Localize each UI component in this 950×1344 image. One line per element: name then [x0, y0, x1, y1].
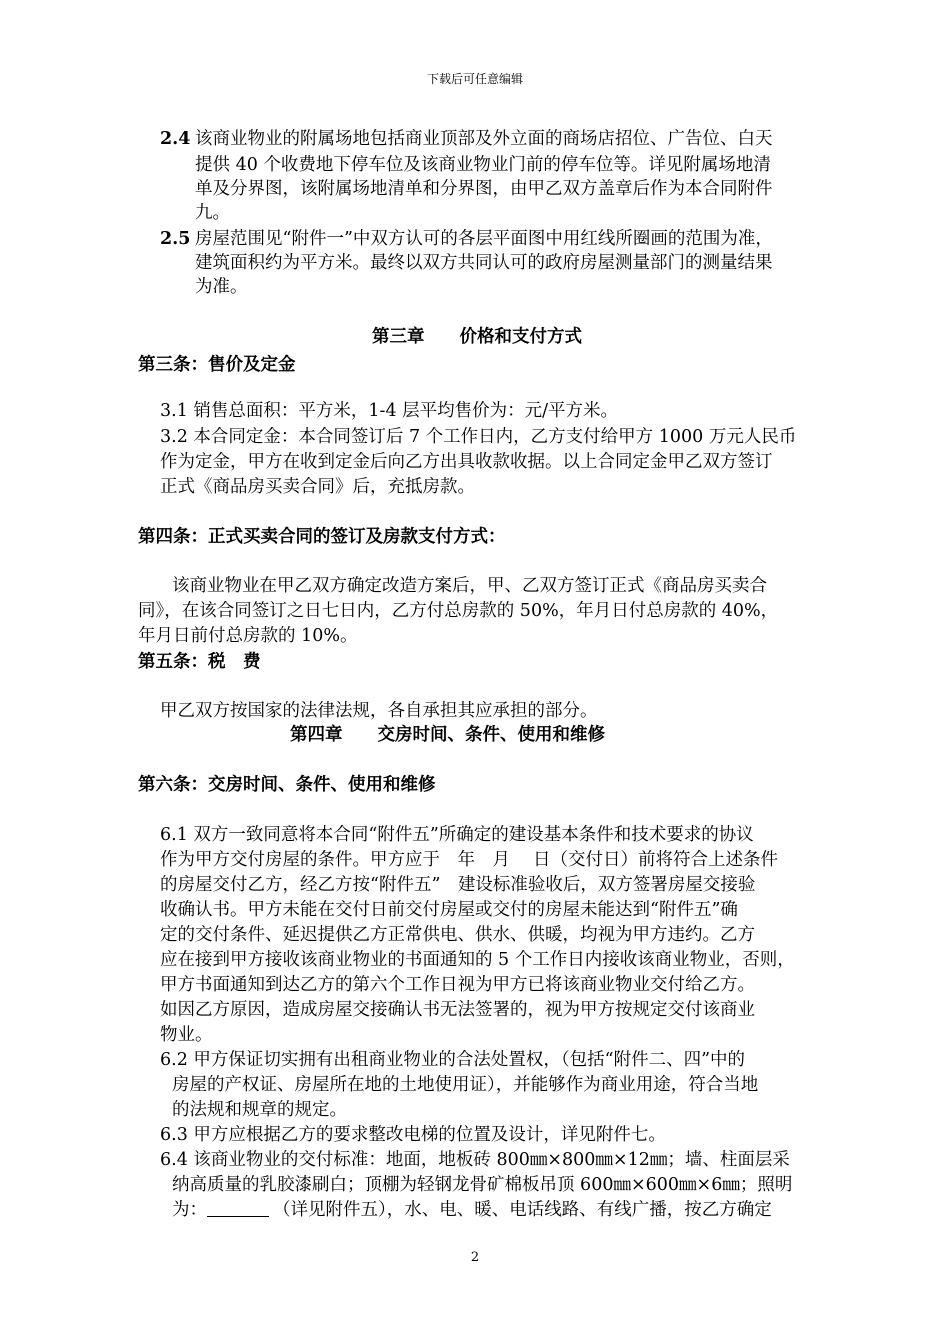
page-header: 下载后可任意编辑 [426, 72, 523, 86]
article-title: 第六条：交房时间、条件、使用和维修 [138, 775, 436, 795]
text-line: 单及分界图，该附属场地清单和分界图，由甲乙双方盖章后作为本合同附件 [195, 179, 773, 199]
text-line: 提供 40 个收费地下停车位及该商业物业门前的停车位等。详见附属场地清 [195, 155, 771, 175]
section-number: 2.5 [160, 229, 191, 249]
chapter-title: 第四章 交房时间、条件、使用和维修 [290, 725, 605, 745]
section-number: 2.4 [160, 129, 191, 149]
text-line: 为准。 [195, 277, 248, 297]
chapter-title: 第三章 价格和支付方式 [372, 327, 582, 347]
text-line: 3.2 本合同定金：本合同签订后 7 个工作日内，乙方支付给甲方 1000 万元人民币 [160, 427, 797, 447]
text-line: 的房屋交付乙方，经乙方按“附件五” 建设标准验收后，双方签署房屋交接验 [160, 875, 756, 895]
text-line: 甲乙双方按国家的法律法规，各自承担其应承担的部分。 [160, 701, 598, 721]
text-line: 九。 [195, 203, 230, 223]
page-number: 2 [470, 1250, 480, 1265]
text-fragment: （详见附件五），水、电、暖、电话线路、有线广播，按乙方确定 [273, 1200, 772, 1220]
article-title: 第三条：售价及定金 [138, 355, 296, 375]
text-line: 正式《商品房买卖合同》后，充抵房款。 [160, 477, 475, 497]
text-line: 应在接到甲方接收该商业物业的书面通知的 5 个工作日内接收该商业物业，否则， [160, 950, 795, 970]
text-line: 年月日前付总房款的 10%。 [138, 626, 358, 646]
text-line: 同》，在该合同签订之日七日内，乙方付总房款的 50%，年月日付总房款的 40%， [138, 601, 779, 621]
text-line: 物业。 [160, 1025, 213, 1045]
text-line: 纳高质量的乳胶漆刷白；顶棚为轻钢龙骨矿棉板吊顶 600㎜×600㎜×6㎜；照明 [172, 1175, 793, 1195]
text-line: 6.2 甲方保证切实拥有出租商业物业的合法处置权，（包括“附件二、四”中的 [160, 1050, 746, 1070]
text-line: 定的交付条件、延迟提供乙方正常供电、供水、供暖，均视为甲方违约。乙方 [160, 925, 755, 945]
text-line: 6.3 甲方应根据乙方的要求整改电梯的位置及设计，详见附件七。 [160, 1125, 666, 1145]
text-line: 如因乙方原因，造成房屋交接确认书无法签署的，视为甲方按规定交付该商业 [160, 1000, 755, 1020]
text-line: 3.1 销售总面积：平方米，1-4 层平均售价为：元/平方米。 [160, 401, 619, 421]
text-line [172, 1199, 772, 1221]
article-title: 第五条：税 费 [138, 652, 261, 672]
article-title: 第四条：正式买卖合同的签订及房款支付方式： [138, 527, 506, 547]
text-line: 建筑面积约为平方米。最终以双方共同认可的政府房屋测量部门的测量结果 [195, 253, 773, 273]
text-line: 作为甲方交付房屋的条件。甲方应于 年 月 日（交付日）前将符合上述条件 [160, 850, 779, 870]
text-line: 6.1 双方一致同意将本合同“附件五”所确定的建设基本条件和技术要求的协议 [160, 825, 754, 845]
text-fragment: 为： [172, 1200, 207, 1220]
text-line: 房屋的产权证、房屋所在地的土地使用证），并能够作为商业用途，符合当地 [172, 1075, 759, 1095]
text-line: 该商业物业的附属场地包括商业顶部及外立面的商场店招位、广告位、白天 [195, 129, 773, 149]
text-line: 房屋范围见“附件一”中双方认可的各层平面图中用红线所圈画的范围为准， [195, 229, 773, 249]
text-line: 的法规和规章的规定。 [172, 1100, 347, 1120]
text-line: 甲方书面通知到达乙方的第六个工作日视为甲方已将该商业物业交付给乙方。 [160, 975, 755, 995]
blank-underline [207, 1202, 269, 1217]
text-line: 作为定金，甲方在收到定金后向乙方出具收款收据。以上合同定金甲乙双方签订 [160, 452, 773, 472]
text-line: 该商业物业在甲乙双方确定改造方案后，甲、乙双方签订正式《商品房买卖合 [172, 576, 767, 596]
text-line: 收确认书。甲方未能在交付日前交付房屋或交付的房屋未能达到“附件五”确 [160, 900, 738, 920]
text-line: 6.4 该商业物业的交付标准：地面，地板砖 800㎜×800㎜×12㎜；墙、柱面层采 [160, 1150, 790, 1170]
